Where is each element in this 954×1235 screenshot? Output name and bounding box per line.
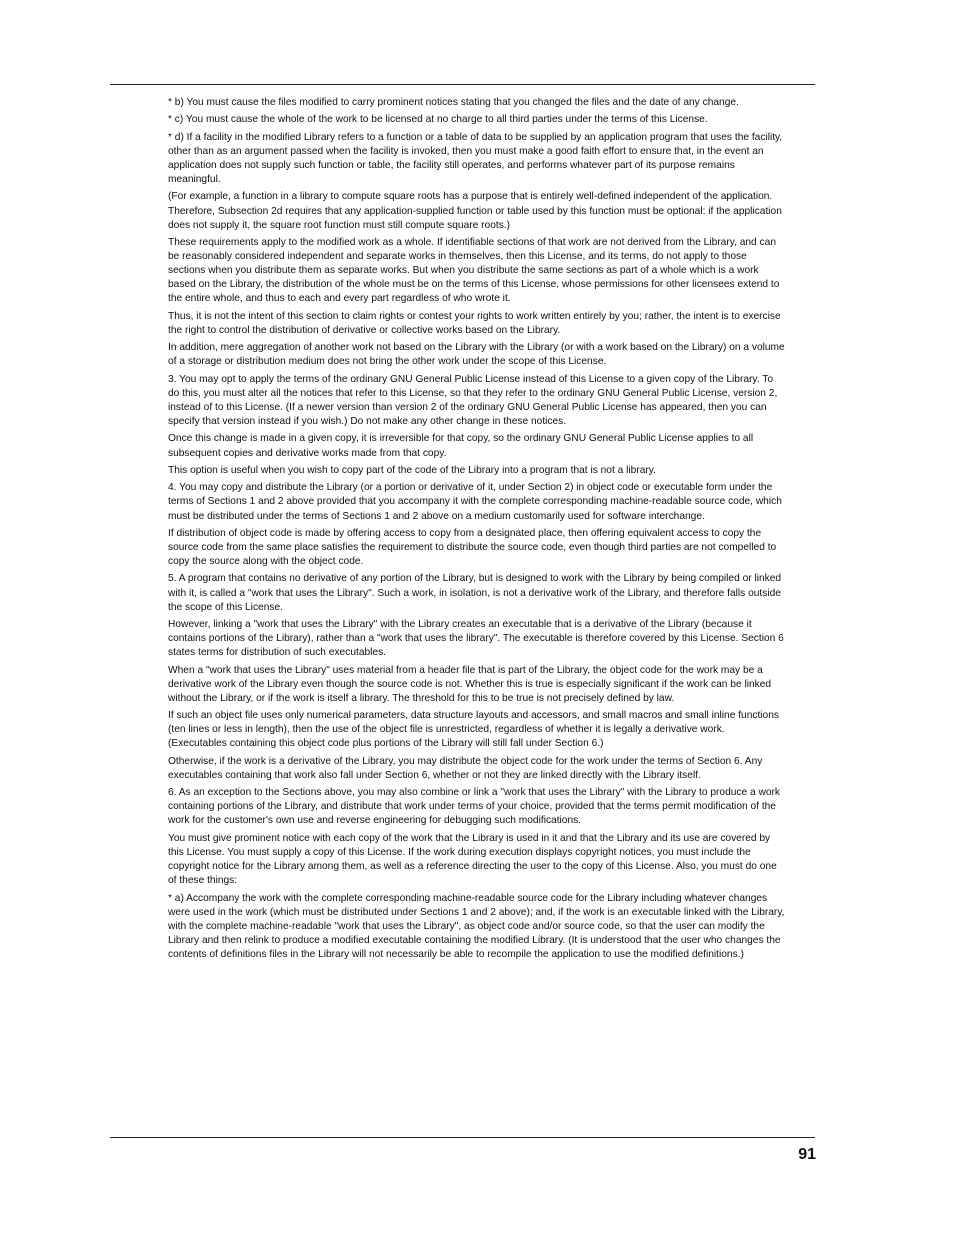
paragraph: * c) You must cause the whole of the work to be licensed at no charge to all third parties under the terms of this License. (168, 114, 708, 126)
paragraph: When a "work that uses the Library" uses material from a header file that is part of the Library, the object code for the work may be a derivative work of the Library even though the source code is not. Whether this is true is especially significant if the work can be linked without the Library, or if the work is itself a library. The threshold for this to be true is not precisely defined by law. (168, 664, 772, 704)
footer-rule (110, 1137, 815, 1138)
paragraph: 3. You may opt to apply the terms of the ordinary GNU General Public License instead of this License to a given copy of the Library. To do this, you must alter all the notices that refer to this License, so that they refer to the ordinary GNU General Public License, version 2, instead of to this License. (If a newer version than version 2 of the ordinary GNU General Public License has appeared, then you can specify that version instead if you wish.) Do not make any other change in these notices. (168, 373, 778, 428)
paragraph: 4. You may copy and distribute the Library (or a portion or derivative of it, under Section 2) in object code or executable form under the terms of Sections 1 and 2 above provided that you accompany it with the complete corresponding machine-readable source code, which must be distributed under the terms of Sections 1 and 2 above on a medium customarily used for software interchange. (168, 482, 782, 522)
paragraph: This option is useful when you wish to copy part of the code of the Library into a program that is not a library. (168, 464, 656, 476)
paragraph: Thus, it is not the intent of this section to claim rights or contest your rights to work written entirely by you; rather, the intent is to exercise the right to control the distribution of derivative or collective works based on the Library. (168, 310, 781, 336)
paragraph: Otherwise, if the work is a derivative of the Library, you may distribute the object code for the work under the terms of Section 6. Any executables containing that work also fall under Section 6, whether or not they are linked directly with the Library itself. (168, 755, 763, 781)
paragraph: * a) Accompany the work with the complete corresponding machine-readable source code for the Library including whatever changes were used in the work (which must be distributed under Sections 1 and 2 above); and, if the work is an executable linked with the Library, with the complete machine-readable "work that uses the Library", as object code and/or source code, so that the user can modify the Library and then relink to produce a modified executable containing the modified Library. (It is understood that the user who changes the contents of definitions files in the Library will not necessarily be able to recompile the application to use the modified definitions.) (168, 892, 785, 960)
paragraph: You must give prominent notice with each copy of the work that the Library is used in it and that the Library and its use are covered by this License. You must supply a copy of this License. If the work during execution displays copyright notices, you must include the copyright notice for the Library among them, as well as a reference directing the user to the copy of this License. Also, you must do one of these things: (168, 832, 777, 887)
paragraph: 5. A program that contains no derivative of any portion of the Library, but is designed to work with the Library by being compiled or linked with it, is called a "work that uses the Library". Such a work, in isolation, is not a derivative work of the Library, and therefore falls outside the scope of this License. (168, 573, 782, 613)
paragraph: However, linking a "work that uses the Library" with the Library creates an executable that is a derivative of the Library (because it contains portions of the Library), rather than a "work that uses the library". The executable is therefore covered by this License. Section 6 states terms for distribution of such executables. (168, 619, 784, 659)
paragraph: * d) If a facility in the modified Library refers to a function or a table of data to be supplied by an application program that uses the facility, other than as an argument passed when the facility is invoked, then you must make a good faith effort to ensure that, in the event an application does not supply such function or table, the facility still operates, and performs whatever part of its purpose remains meaningful. (168, 131, 783, 186)
document-body (168, 96, 786, 965)
paragraph: * b) You must cause the files modified to carry prominent notices stating that you changed the files and the date of any change. (168, 97, 739, 108)
paragraph: In addition, mere aggregation of another work not based on the Library with the Library (or with a work based on the Library) on a volume of a storage or distribution medium does not bring the other work under the scope of this License. (168, 342, 785, 368)
paragraph: (For example, a function in a library to compute square roots has a purpose that is entirely well-defined independent of the application. Therefore, Subsection 2d requires that any application-supplied function or table used by this function must be optional: if the application does not supply it, the square root function must still compute square roots.) (168, 191, 782, 231)
page-number: 91 (798, 1146, 816, 1163)
paragraph: 6. As an exception to the Sections above, you may also combine or link a "work that uses the Library" with the Library to produce a work containing portions of the Library, and distribute that work under terms of your choice, provided that the terms permit modification of the work for the customer's own use and reverse engineering for debugging such modifications. (168, 787, 781, 827)
header-rule (110, 84, 815, 85)
paragraph: If distribution of object code is made by offering access to copy from a designated place, then offering equivalent access to copy the source code from the same place satisfies the requirement to distribute the source code, even though third parties are not compelled to copy the source along with the object code. (168, 527, 777, 568)
paragraph: Once this change is made in a given copy, it is irreversible for that copy, so the ordinary GNU General Public License applies to all subsequent copies and derivative works made from that copy. (168, 433, 754, 459)
paragraph: These requirements apply to the modified work as a whole. If identifiable sections of that work are not derived from the Library, and can be reasonably considered independent and separate works in themselves, then this License, and its terms, do not apply to those sections when you distribute them as separate works. But when you distribute the same sections as part of a whole which is a work based on the Library, the distribution of the whole must be on the terms of this License, whose permissions for other licensees extend to the entire whole, and thus to each and every part regardless of who wrote it. (168, 237, 780, 305)
paragraph: If such an object file uses only numerical parameters, data structure layouts and accessors, and small macros and small inline functions (ten lines or less in length), then the use of the object file is unrestricted, regardless of whether it is legally a derivative work. (Executables containing this object code plus portions of the Library will still fall under Section 6.) (168, 710, 779, 750)
